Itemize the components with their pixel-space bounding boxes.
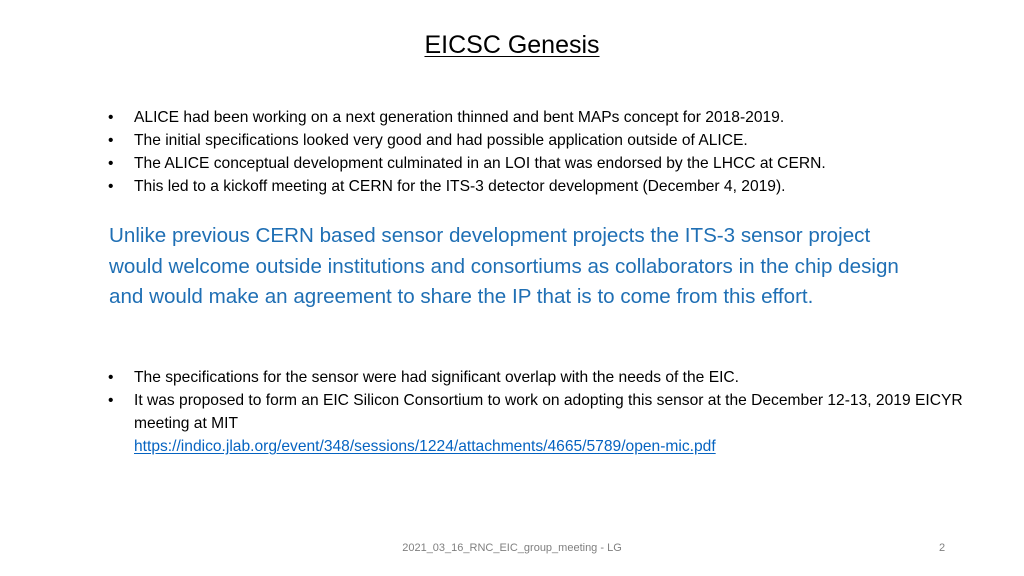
list-item xyxy=(108,175,988,198)
list-item xyxy=(108,106,988,129)
open-mic-link[interactable]: https://indico.jlab.org/event/348/sessions/1224/attachments/4665/5789/open-mic.pdf xyxy=(134,438,716,455)
bottom-bullet-list xyxy=(108,366,988,458)
slide-title xyxy=(0,28,1024,62)
bullet-text: The ALICE conceptual development culminated in an LOI that was endorsed by the LHCC at CERN. xyxy=(134,155,826,172)
page-number: 2 xyxy=(938,542,946,554)
bullet-icon: • xyxy=(108,369,114,386)
bullet-text: This led to a kickoff meeting at CERN for the ITS-3 detector development (December 4, 2019). xyxy=(134,178,786,195)
slide-title-text: EICSC Genesis xyxy=(424,31,600,59)
list-item xyxy=(108,389,988,458)
bullet-icon: • xyxy=(108,155,114,172)
footer-text: 2021_03_16_RNC_EIC_group_meeting - LG xyxy=(402,542,622,554)
bullet-icon: • xyxy=(108,392,114,409)
bullet-text: It was proposed to form an EIC Silicon Consortium to work on adopting this sensor at the December 12-13, 2019 EICYR meeting at MIT xyxy=(134,392,963,432)
list-item xyxy=(108,129,988,152)
bullet-text: The specifications for the sensor were had significant overlap with the needs of the EIC. xyxy=(134,369,740,386)
bullet-icon: • xyxy=(108,132,114,149)
bullet-text: ALICE had been working on a next generation thinned and bent MAPs concept for 2018-2019. xyxy=(134,109,785,126)
list-item xyxy=(108,366,988,389)
bullet-icon: • xyxy=(108,109,114,126)
top-bullet-list xyxy=(108,106,988,198)
bullet-text: The initial specifications looked very good and had possible application outside of ALICE. xyxy=(134,132,748,149)
highlight-paragraph: Unlike previous CERN based sensor development projects the ITS-3 sensor project would welcome outside institutions and consortiums as collaborators in the chip design and would make an agreement to share the IP that is to come from this effort. xyxy=(109,224,899,308)
bullet-icon: • xyxy=(108,178,114,195)
list-item xyxy=(108,152,988,175)
